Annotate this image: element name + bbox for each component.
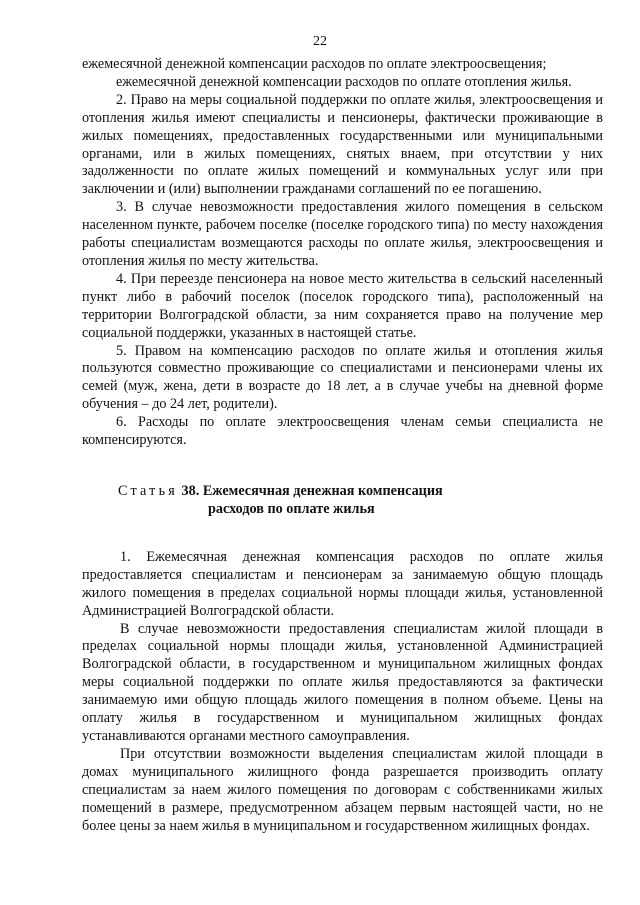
paragraph: 3. В случае невозможности предоставления жилого помещения в сельском населенном пункте, рабочем поселке (поселке городского типа) по месту нахождения работы специалистам возмещаются расходы по оплате жилья, электроосвещения и отопления жилья по месту жительства. xyxy=(82,199,603,269)
paragraph: 1. Ежемесячная денежная компенсация расходов по оплате жилья предоставляется специалистам и пенсионерам за занимаемую общую площадь жилого помещения в пределах социальной нормы площади жилья, установленной Администрацией Волгоградской области. xyxy=(82,548,603,619)
paragraph: В случае невозможности предоставления специалистам жилой площади в пределах социальной нормы площади жилья, установленной Администрацией Волгоградской области, в государственном и муниципальном жилищных фондах меры социальной поддержки по оплате жилья предоставляются за фактически занимаемую ими общую площадь жилого помещения в полном объеме. Цены на оплату жилья в государственном и муниципальном жилищных фондах устанавливаются органами местного самоуправления. xyxy=(82,620,603,744)
paragraph: ежемесячной денежной компенсации расходов по оплате отопления жилья. xyxy=(116,73,572,90)
paragraph: 4. При переезде пенсионера на новое место жительства в сельский населенный пункт либо в рабочий поселок (поселок городского типа), расположенный на территории Волгоградской области, за ним сохраняется право на получение мер социальной поддержки, указанных в настоящей статье. xyxy=(82,270,603,341)
article-word: Статья xyxy=(118,482,178,499)
article-heading xyxy=(82,482,603,518)
article-title-line2: расходов по оплате жилья xyxy=(208,500,375,517)
article-title: 38. Ежемесячная денежная компенсация xyxy=(181,482,443,499)
document-body xyxy=(82,56,603,835)
page-number: 22 xyxy=(313,34,327,49)
paragraph: 5. Правом на компенсацию расходов по оплате жилья и отопления жилья пользуются совместно проживающие со специалистами и пенсионерами члены их семей (муж, жена, дети в возрасте до 18 лет, а в случае учебы на дневной форме обучения – до 24 лет, родители). xyxy=(82,342,603,413)
paragraph: 2. Право на меры социальной поддержки по оплате жилья, электроосвещения и отопления жилья имеют специалисты и пенсионеры, фактически проживающие в жилых помещениях, предоставленных государственными или муниципальными органами, или в жилых помещениях, снятых внаем, при отсутствии у них задолженности по оплате жилых помещений и коммунальных услуг или при заключении и (или) выполнении гражданами соглашений по ее погашению. xyxy=(82,91,603,198)
paragraph: При отсутствии возможности выделения специалистам жилой площади в домах муниципального жилищного фонда разрешается производить оплату специалистам за наем жилого помещения по договорам с собственниками жилых помещений в размере, предусмотренном абзацем первым настоящей части, но не более цены за наем жилья в муниципальном и государственном жилищных фондах. xyxy=(82,745,603,834)
paragraph: 6. Расходы по оплате электроосвещения членам семьи специалиста не компенсируются. xyxy=(82,414,603,449)
paragraph: ежемесячной денежной компенсации расходов по оплате электроосвещения; xyxy=(82,56,547,72)
